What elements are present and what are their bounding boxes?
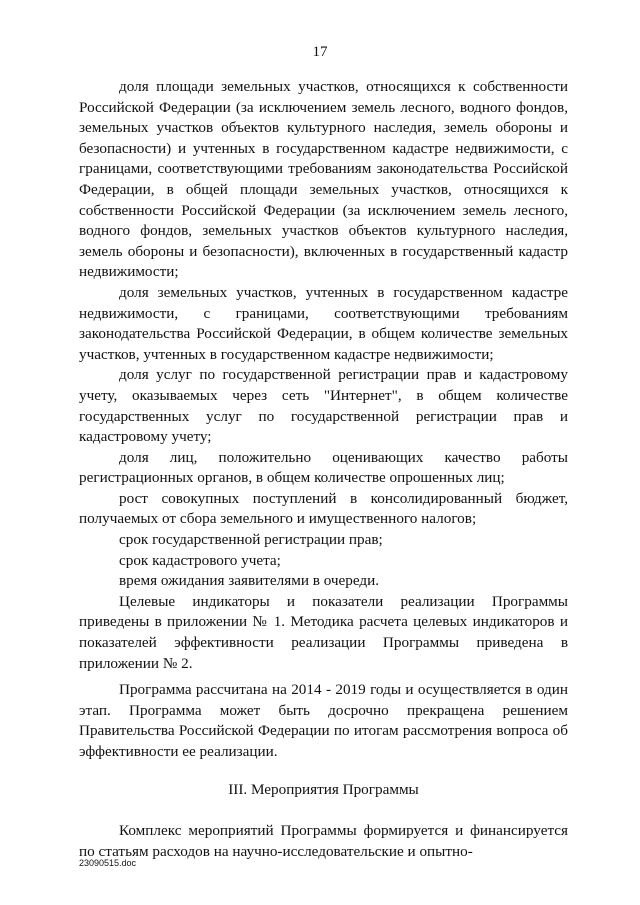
paragraph: рост совокупных поступлений в консолидированный бюджет, получаемых от сбора земельного и имущественного налогов;	[79, 489, 568, 528]
paragraph: время ожидания заявителями в очереди.	[119, 572, 380, 590]
body-text	[79, 77, 568, 862]
page-number: 17	[312, 44, 328, 60]
section-heading: III. Мероприятия Программы	[228, 780, 419, 798]
paragraph: доля услуг по государственной регистрации прав и кадастровому учету, оказываемых через сеть "Интернет", в общем количестве государственных услуг по государственной регистрации прав и кадастровому учету;	[79, 366, 568, 446]
paragraph: срок государственной регистрации прав;	[119, 531, 383, 549]
paragraph: срок кадастрового учета;	[119, 551, 281, 569]
paragraph: доля лиц, положительно оценивающих качество работы регистрационных органов, в общем количестве опрошенных лиц;	[79, 448, 568, 487]
paragraph: доля площади земельных участков, относящихся к собственности Российской Федерации (за исключением земель лесного, водного фондов, земельных участков объектов культурного наследия, земель обороны и безопасности) и учтенных в государственном кадастре недвижимости, с границами, соответствующими требованиям законодательства Российской Федерации, в общей площади земельных участков, относящихся к собственности Российской Федерации (за исключением земель лесного, водного фондов, земельных участков объектов культурного наследия, земель обороны и безопасности), включенных в государственный кадастр недвижимости;	[79, 78, 568, 281]
paragraph: Комплекс мероприятий Программы формируется и финансируется по статьям расходов на научно-исследовательские и опытно-	[79, 822, 568, 860]
paragraph: Программа рассчитана на 2014 - 2019 годы и осуществляется в один этап. Программа может быть досрочно прекращена решением Правительства Российской Федерации по итогам рассмотрения вопроса об эффективности ее реализации.	[79, 681, 568, 760]
paragraph: доля земельных участков, учтенных в государственном кадастре недвижимости, с границами, соответствующими требованиям законодательства Российской Федерации, в общем количестве земельных участков, учтенных в государственном кадастре недвижимости;	[79, 283, 568, 363]
paragraph: Целевые индикаторы и показатели реализации Программы приведены в приложении № 1. Методика расчета целевых индикаторов и показателей эффективности реализации Программы приведена в приложении № 2.	[79, 592, 568, 672]
footer-file-code: 23090515.doc	[79, 858, 137, 868]
